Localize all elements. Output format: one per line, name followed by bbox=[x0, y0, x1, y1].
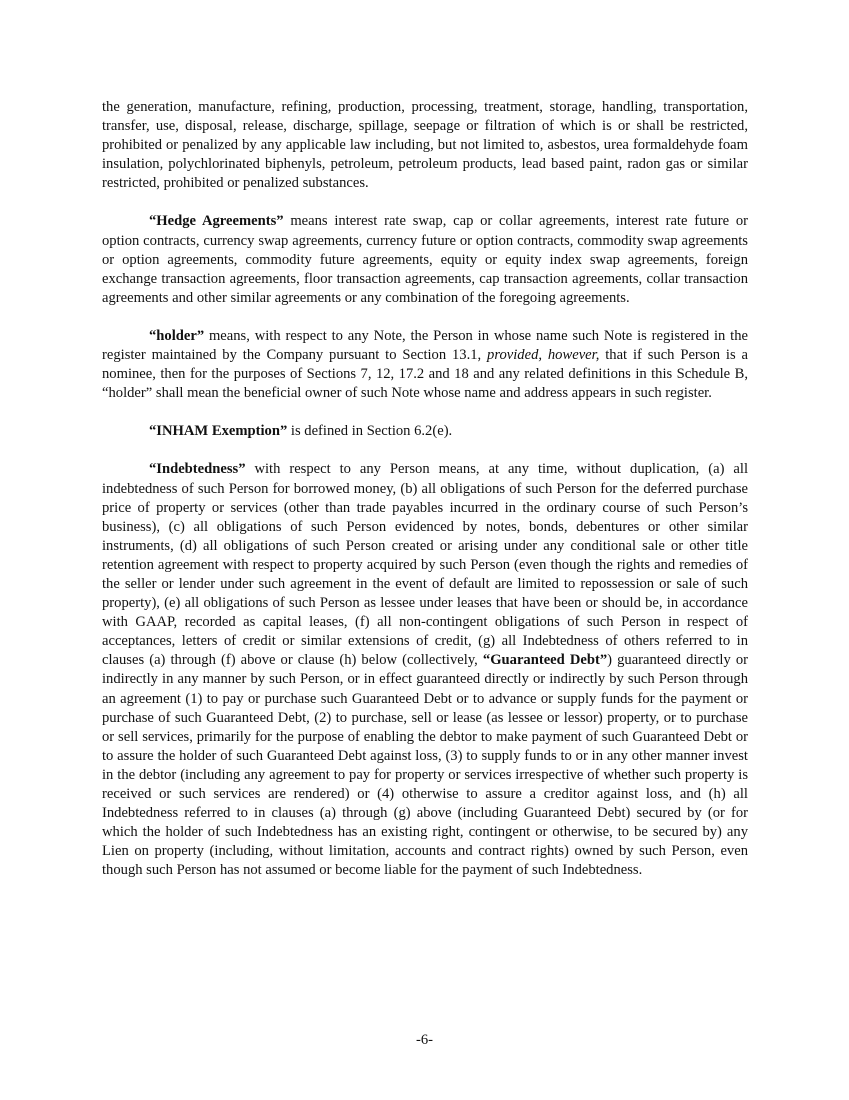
definition-text: ) guaranteed directly or indirectly in any manner by such Person, or in effect guaranteed directly or indirectly by such Person through an agreement (1) to pay or purchase such Guaranteed Debt or to advance or supply funds for the payment or purchase of such Guaranteed Debt, (2) to purchase, sell or lease (as lessee or lessor) property, or to purchase or sell services, primarily for the purpose of enabling the debtor to make payment of such Guaranteed Debt or to assure the holder of such Guaranteed Debt against loss, (3) to supply funds to or in any other manner invest in the debtor (including any agreement to pay for property or services irrespective of whether such property is received or such services are rendered) or (4) otherwise to assure a creditor against loss, and (h) all Indebtedness referred to in clauses (a) through (g) above (including Guaranteed Debt) secured by (or for which the holder of such Indebtedness has an existing right, contingent or otherwise, to be secured by) any Lien on property (including, without limitation, accounts and contract rights) owned by such Person, even though such Person has not assumed or become liable for the payment of such Indebtedness. bbox=[102, 652, 748, 879]
page-number: -6- bbox=[415, 1032, 434, 1048]
definition-text: means interest rate swap, cap or collar agreements, interest rate future or option contracts, currency swap agreements, currency future or option contracts, commodity swap agreements or option agreements, commodity future agreements, equity or equity index swap agreements, foreign exchange transaction agreements, floor transaction agreements, cap transaction agreements, collar transaction agreements and other similar agreements or any combination of the foregoing agreements. bbox=[102, 213, 748, 306]
document-page bbox=[102, 98, 748, 899]
defined-term: “holder” bbox=[149, 327, 205, 344]
defined-term: “Guaranteed Debt” bbox=[482, 652, 608, 669]
definition-text: is defined in Section 6.2(e). bbox=[287, 423, 453, 440]
defined-term: “INHAM Exemption” bbox=[149, 423, 288, 440]
definition-holder bbox=[102, 327, 748, 403]
definition-hedge-agreements bbox=[102, 212, 748, 307]
definition-text: means, with respect to any Note, the Person in whose name such Note is registered in the register maintained by the Company pursuant to Section 13.1, bbox=[102, 327, 748, 364]
paragraph-hazardous-materials-continued bbox=[102, 98, 748, 193]
definition-inham-exemption bbox=[102, 422, 748, 441]
paragraph-text: the generation, manufacture, refining, production, processing, treatment, storage, handling, transportation, transfer, use, disposal, release, discharge, spillage, seepage or filtration of which is or shall be restricted, prohibited or penalized by any applicable law including, but not limited to, asbestos, urea formaldehyde foam insulation, polychlorinated biphenyls, petroleum, petroleum products, lead based paint, radon gas or similar restricted, prohibited or penalized substances. bbox=[102, 99, 748, 192]
definition-text: that if such Person is a nominee, then for the purposes of Sections 7, 12, 17.2 and 18 and any related definitions in this Schedule B, “holder” shall mean the beneficial owner of such Note whose name and address appears in such register. bbox=[102, 347, 748, 402]
definition-text: with respect to any Person means, at any time, without duplication, (a) all indebtedness of such Person for borrowed money, (b) all obligations of such Person for the deferred purchase price of property or services (other than trade payables incurred in the ordinary course of such Person’s business), (c) all obligations of such Person evidenced by notes, bonds, debentures or other similar instruments, (d) all obligations of such Person created or arising under any conditional sale or other title retention agreement with respect to property acquired by such Person (even though the rights and remedies of the seller or lender under such agreement in the event of default are limited to repossession or sale of such property), (e) all obligations of such Person as lessee under leases that have been or should be, in accordance with GAAP, recorded as capital leases, (f) all non-contingent obligations of such Person in respect of acceptances, letters of credit or similar extensions of credit, (g) all Indebtedness of others referred to in clauses (a) through (f) above or clause (h) below (collectively, bbox=[102, 461, 748, 669]
definition-indebtedness bbox=[102, 460, 748, 880]
proviso-italic: provided, however, bbox=[487, 347, 600, 364]
defined-term: “Indebtedness” bbox=[149, 461, 246, 478]
defined-term: “Hedge Agreements” bbox=[149, 213, 284, 230]
